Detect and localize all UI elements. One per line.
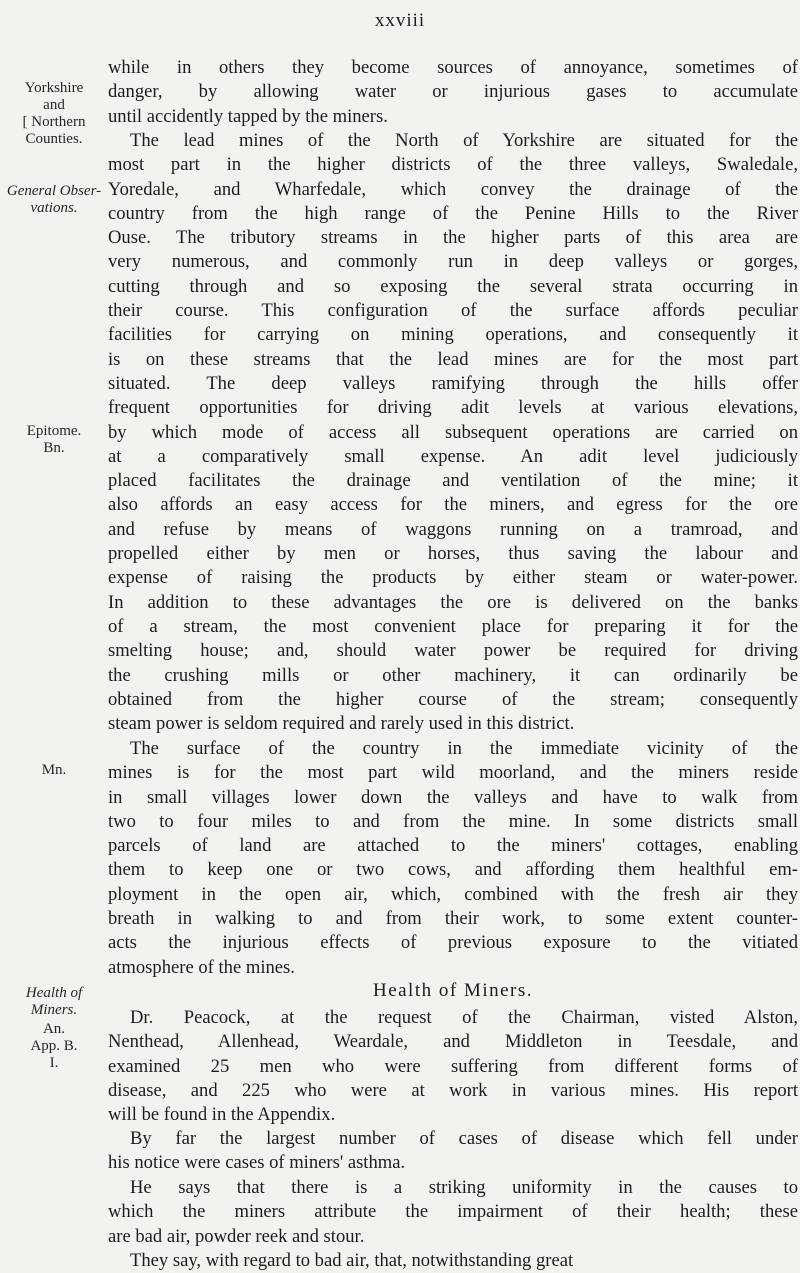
section-heading: Health of Miners. (372, 980, 534, 1001)
text-line: also affords an easy access for the miners, and egress for the ore (108, 494, 798, 516)
paragraph-6 (108, 1176, 798, 1249)
text-line: smelting house; and, should water power be required for driving (108, 640, 798, 662)
text-line: of a stream, the most convenient place for preparing it for the (108, 615, 798, 637)
paragraph-7 (108, 1249, 798, 1273)
paragraph-1 (108, 56, 798, 129)
margin-note-line: App. B. (30, 1038, 78, 1054)
text-line: very numerous, and commonly run in deep valleys or gorges, (108, 251, 798, 273)
margin-note-appendix (4, 1021, 104, 1072)
text-line: disease, and 225 who were at work in various mines. His report (108, 1079, 798, 1101)
margin-note-health-of-miners (4, 985, 104, 1019)
margin-note-line: Counties. (25, 131, 83, 147)
text-line: his notice were cases of miners' asthma. (108, 1152, 406, 1174)
text-line: He says that there is a striking uniformity in the causes to (130, 1177, 798, 1198)
text-line: them to keep one or two cows, and affording them healthful em- (108, 859, 798, 881)
text-line: their course. This configuration of the surface affords peculiar (108, 300, 798, 322)
text-line: Dr. Peacock, at the request of the Chairman, visted Alston, (130, 1007, 798, 1028)
text-line: are bad air, powder reek and stour. (108, 1225, 365, 1247)
text-line: acts the injurious effects of previous exposure to the vitiated (108, 932, 798, 954)
margin-note-line: Mn. (41, 762, 67, 778)
text-line: frequent opportunities for driving adit levels at various elevations, (108, 397, 798, 419)
text-line: cutting through and so exposing the several strata occurring in (108, 275, 798, 297)
paragraph-2 (108, 129, 798, 736)
text-line: placed facilitates the drainage and ventilation of the mine; it (108, 470, 798, 492)
text-line: in small villages lower down the valleys and have to walk from (108, 786, 798, 808)
text-line: will be found in the Appendix. (108, 1104, 336, 1126)
text-line: is on these streams that the lead mines are for the most part (108, 348, 798, 370)
text-line: which the miners attribute the impairment of their health; these (108, 1201, 798, 1223)
text-line: The surface of the country in the immediate vicinity of the (130, 738, 798, 759)
text-line: They say, with regard to bad air, that, notwithstanding great (130, 1250, 574, 1271)
margin-note-line: General Obser- (6, 183, 102, 199)
margin-note-line: [ Northern (22, 114, 86, 130)
margin-note-general-observations (4, 183, 104, 217)
text-line: Nenthead, Allenhead, Weardale, and Middleton in Teesdale, and (108, 1031, 798, 1053)
margin-note-line: An. (42, 1021, 66, 1037)
text-line: Yoredale, and Wharfedale, which convey the drainage of the (108, 178, 798, 200)
page-number: xxviii (374, 10, 426, 31)
margin-note-epitome (4, 423, 104, 457)
text-line: obtained from the higher course of the stream; consequently (108, 688, 798, 710)
text-line: mines is for the most part wild moorland, and the miners reside (108, 762, 798, 784)
text-line: at a comparatively small expense. An adit level judiciously (108, 445, 798, 467)
text-line: the crushing mills or other machinery, it can ordinarily be (108, 664, 798, 686)
text-line: breath in walking to and from their work, to some extent counter- (108, 908, 798, 930)
paragraph-4 (108, 1006, 798, 1127)
margin-note-line: I. (49, 1055, 59, 1071)
text-line: examined 25 men who were suffering from different forms of (108, 1055, 798, 1077)
text-line: propelled either by men or horses, thus saving the labour and (108, 543, 798, 565)
paragraph-3 (108, 737, 798, 980)
text-line: situated. The deep valleys ramifying through the hills offer (108, 372, 798, 394)
margin-note-line: Yorkshire (24, 80, 84, 96)
text-line: In addition to these advantages the ore is delivered on the banks (108, 591, 798, 613)
margin-note-line: Epitome. (26, 423, 82, 439)
text-line: steam power is seldom required and rarely used in this district. (108, 713, 575, 735)
paragraph-5 (108, 1127, 798, 1176)
text-line: most part in the higher districts of the three valleys, Swaledale, (108, 154, 798, 176)
text-line: and refuse by means of waggons running on a tramroad, and (108, 518, 798, 540)
text-line: parcels of land are attached to the miners' cottages, enabling (108, 835, 798, 857)
margin-note-line: vations. (30, 200, 78, 216)
margin-note-line: Miners. (30, 1002, 78, 1018)
text-line: danger, by allowing water or injurious gases to accumulate (108, 81, 798, 103)
text-line: ployment in the open air, which, combined with the fresh air they (108, 883, 798, 905)
margin-note-epitome-m (4, 762, 104, 779)
margin-note-line: Bn. (43, 440, 65, 456)
margin-note-yorkshire (4, 80, 104, 148)
text-line: by which mode of access all subsequent operations are carried on (108, 421, 798, 443)
margin-note-line: and (43, 97, 65, 113)
text-line: until accidently tapped by the miners. (108, 105, 388, 127)
text-line: country from the high range of the Penine Hills to the River (108, 202, 798, 224)
text-line: expense of raising the products by either steam or water-power. (108, 567, 798, 589)
text-line: while in others they become sources of annoyance, sometimes of (108, 57, 798, 78)
text-line: Ouse. The tributory streams in the higher parts of this area are (108, 227, 798, 249)
margin-note-line: Health of (25, 985, 83, 1001)
text-line: The lead mines of the North of Yorkshire are situated for the (130, 130, 798, 151)
text-line: atmosphere of the mines. (108, 956, 295, 978)
text-line: By far the largest number of cases of disease which fell under (130, 1128, 798, 1149)
text-line: two to four miles to and from the mine. In some districts small (108, 810, 798, 832)
text-line: facilities for carrying on mining operations, and consequently it (108, 324, 798, 346)
